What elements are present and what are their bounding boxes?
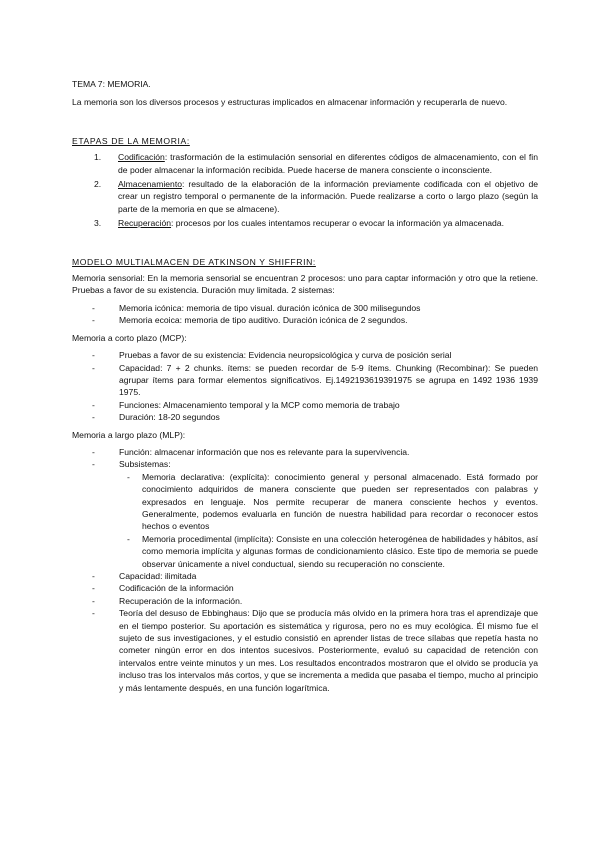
list-item (72, 411, 538, 423)
item-text: Memoria procedimental (implícita): Consiste en una colección heterogénea de habilidades y hábitos, así como memoria implícita y algunas formas de condicionamiento clásico. Este tipo de memoria se puede observar únicamente a nivel conductual, siendo su recuperación no consciente. (142, 533, 539, 569)
etapas-list (72, 151, 538, 229)
item-text: Subsistemas: (119, 459, 171, 470)
largo-list (72, 446, 538, 694)
item-text: Capacidad: ilimitada (119, 571, 197, 581)
list-item (72, 595, 538, 607)
intro-paragraph: La memoria son los diversos procesos y estructuras implicados en almacenar información y recuperarla de nuevo. (72, 97, 508, 108)
dash-bullet: - (92, 571, 95, 581)
list-item (72, 349, 538, 361)
sub-bullet: - (127, 471, 130, 482)
item-text: Memoria ecoica: memoria de tipo auditivo. Duración icónica de 2 segundos. (119, 315, 408, 326)
term: Codificación (118, 152, 165, 163)
etapas-heading: ETAPAS DE LA MEMORIA: (72, 135, 190, 146)
list-item (72, 178, 538, 215)
list-item (72, 314, 538, 326)
list-item (72, 151, 538, 176)
sensorial-intro: Memoria sensorial: En la memoria sensorial se encuentran 2 procesos: uno para captar información y otro que la retiene. Pruebas a favor de su existencia. Duración muy limitada. 2 sistemas: (72, 273, 538, 296)
list-item (72, 362, 538, 399)
item-text: Teoría del desuso de Ebbinghaus: Dijo que se producía más olvido en la primera hora tras el aprendizaje que en el tiempo posterior. Su aportación es sistemática y rigurosa, pero no es muy ecológica. Él mismo fue el sujeto de sus investigaciones, y el estudio consistió en aprender listas de trece sílabas que repetía hasta no cometer ningún error en dos intentos sucesivos. Posteriormente, evaluó su capacidad de retención con intervalos entre veinte minutos y un mes. Los resultados encontrados mostraron que el olvido se producía ya incluso tras los intervalos más cortos, y que se incrementa a medida que pasaba el tiempo, mucho al principio y más lentamente después, en una función logarítmica. (119, 608, 538, 693)
item-text: Funciones: Almacenamiento temporal y la MCP como memoria de trabajo (119, 399, 400, 410)
item-text: Recuperación de la información. (119, 595, 243, 606)
sub-bullet: - (127, 533, 130, 544)
list-item (72, 458, 538, 570)
item-number: 2. (94, 179, 102, 190)
largo-heading: Memoria a largo plazo (MLP): (72, 429, 186, 440)
list-item (72, 570, 538, 582)
dash-bullet: - (92, 583, 95, 594)
sub-list-item (119, 471, 538, 533)
item-text: Memoria declarativa: (explícita): conocimiento general y personal almacenado. Está formado por conocimiento adquiridos de manera consciente que pueden ser representados con palabras y expresados en lenguaje. Nos permite recuperar de manera consciente hechos y eventos. Generalmente, podemos evaluarla en función de nuestra habilidad para recordar o reconocer estos hechos o eventos (142, 471, 538, 532)
sub-list-item (119, 533, 538, 570)
term: Almacenamiento (118, 179, 183, 190)
item-number: 1. (94, 152, 102, 163)
dash-bullet: - (92, 595, 95, 606)
dash-bullet: - (92, 412, 95, 423)
document-title: TEMA 7: MEMORIA. (72, 79, 151, 89)
dash-bullet: - (92, 302, 95, 313)
item-text: Codificación de la información (119, 583, 234, 594)
dash-bullet: - (92, 350, 95, 361)
sensorial-list (72, 302, 538, 327)
corto-heading: Memoria a corto plazo (MCP): (72, 332, 187, 343)
definition: : trasformación de la estimulación sensorial en diferentes códigos de almacenamiento, con el fin de poder almacenar la información recibida. Puede hacerse de manera consciente o inconsciente. (118, 152, 538, 175)
list-item (72, 582, 538, 594)
dash-bullet: - (92, 446, 95, 457)
item-text: Capacidad: 7 + 2 chunks. ítems: se pueden recordar de 5-9 ítems. Chunking (Recombinar): Se pueden agrupar ítems para formar elementos significativos. Ej.1492193619391975 se agrupa en 1492 1936 1939 1975. (119, 362, 538, 398)
list-item (72, 607, 538, 694)
item-text: Duración: 18-20 segundos (119, 412, 220, 423)
dash-bullet: - (92, 608, 95, 619)
definition: : procesos por los cuales intentamos recuperar o evocar la información ya almacenada. (171, 218, 504, 229)
dash-bullet: - (92, 362, 95, 373)
dash-bullet: - (92, 459, 95, 470)
term: Recuperación (118, 218, 172, 229)
item-number: 3. (94, 218, 102, 229)
list-item (72, 217, 538, 229)
item-text: Memoria icónica: memoria de tipo visual. duración icónica de 300 milisegundos (119, 302, 421, 313)
subsistemas-list (119, 471, 538, 570)
list-item (72, 302, 538, 314)
corto-list (72, 349, 538, 423)
item-text: Función: almacenar información que nos es relevante para la supervivencia. (119, 446, 410, 457)
dash-bullet: - (92, 315, 95, 326)
dash-bullet: - (92, 399, 95, 410)
list-item (72, 399, 538, 411)
item-text: Pruebas a favor de su existencia: Evidencia neuropsicológica y curva de posición serial (119, 350, 452, 361)
list-item (72, 446, 538, 458)
modelo-heading: MODELO MULTIALMACEN DE ATKINSON Y SHIFFRIN: (72, 256, 316, 267)
definition: : resultado de la elaboración de la información previamente codificada con el objetivo de crear un registro temporal o permanente de la información. Puede realizarse a corto o largo plazo (según la parte de la memoria en que se almacene). (118, 179, 538, 214)
